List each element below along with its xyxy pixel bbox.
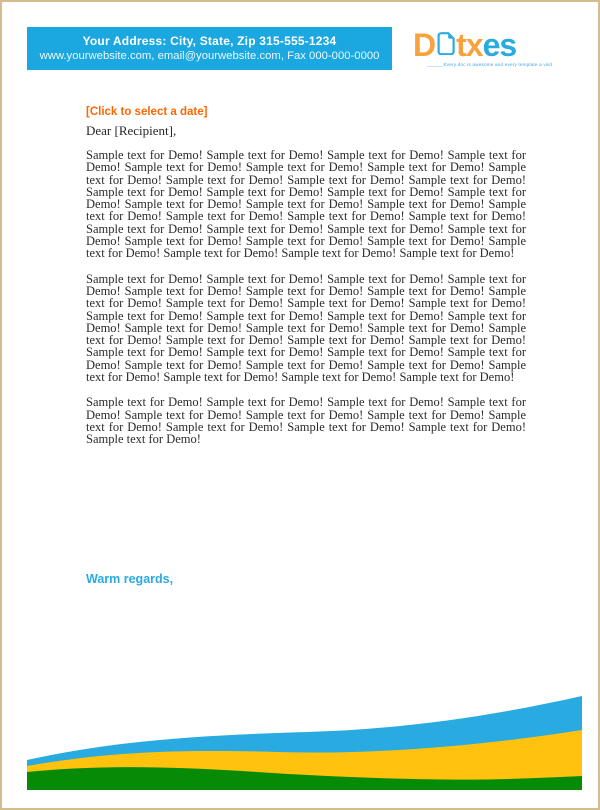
letter-body (86, 149, 526, 459)
body-paragraph-2: Sample text for Demo! Sample text for Demo! Sample text for Demo! Sample text for Demo! Sample text for Demo! Sample text for Demo! Sample text for Demo! Sample text for Demo! Sample text for Demo! Sample text for Demo! Sample text for Demo! Sample text for Demo! Sample text for Demo! Sample text for Demo! Sample text for Demo! Sample text for Demo! Sample text for Demo! Sample text for Demo! Sample text for Demo! Sample text for Demo! Sample text for Demo! Sample text for Demo! Sample text for Demo! Sample text for Demo! Sample text for Demo! Sample text for Demo! Sample text for Demo! Sample text for Demo! Sample text for Demo! Sample text for Demo! Sample text for Demo! Sample text for Demo! Sample text for Demo! (86, 271, 526, 385)
header-contact-line: www.yourwebsite.com, email@yourwebsite.com, Fax 000-000-0000 (39, 50, 380, 62)
logo-letter-d: D (413, 27, 436, 63)
document-page-icon (437, 29, 455, 59)
salutation-line: Dear [Recipient], (86, 123, 177, 138)
dotxes-logo (413, 26, 578, 67)
logo-letters-tx: tx (456, 27, 483, 63)
body-paragraph-3: Sample text for Demo! Sample text for Demo! Sample text for Demo! Sample text for Demo! Sample text for Demo! Sample text for Demo! Sample text for Demo! Sample text for Demo! Sample text for Demo! Sample text for Demo! Sample text for Demo! Sample text for Demo! (86, 395, 526, 447)
dotxes-logo-wordmark (413, 26, 578, 63)
header-address-line: Your Address: City, State, Zip 315-555-1234 (82, 34, 337, 48)
footer-waves-svg (27, 695, 582, 790)
closing-line: Warm regards, (86, 572, 174, 586)
logo-letters-es: es (482, 27, 517, 63)
header-address-bar (27, 27, 392, 70)
body-paragraph-1: Sample text for Demo! Sample text for Demo! Sample text for Demo! Sample text for Demo! Sample text for Demo! Sample text for Demo! Sample text for Demo! Sample text for Demo! Sample text for Demo! Sample text for Demo! Sample text for Demo! Sample text for Demo! Sample text for Demo! Sample text for Demo! Sample text for Demo! Sample text for Demo! Sample text for Demo! Sample text for Demo! Sample text for Demo! Sample text for Demo! Sample text for Demo! Sample text for Demo! Sample text for Demo! Sample text for Demo! Sample text for Demo! Sample text for Demo! Sample text for Demo! Sample text for Demo! Sample text for Demo! Sample text for Demo! Sample text for Demo! Sample text for Demo! Sample text for Demo! (86, 148, 526, 261)
footer-wave-graphic (27, 695, 582, 790)
date-picker-placeholder[interactable]: [Click to select a date] (86, 106, 208, 118)
logo-tagline: ______Every doc is awesome and every template a visit (427, 62, 553, 67)
